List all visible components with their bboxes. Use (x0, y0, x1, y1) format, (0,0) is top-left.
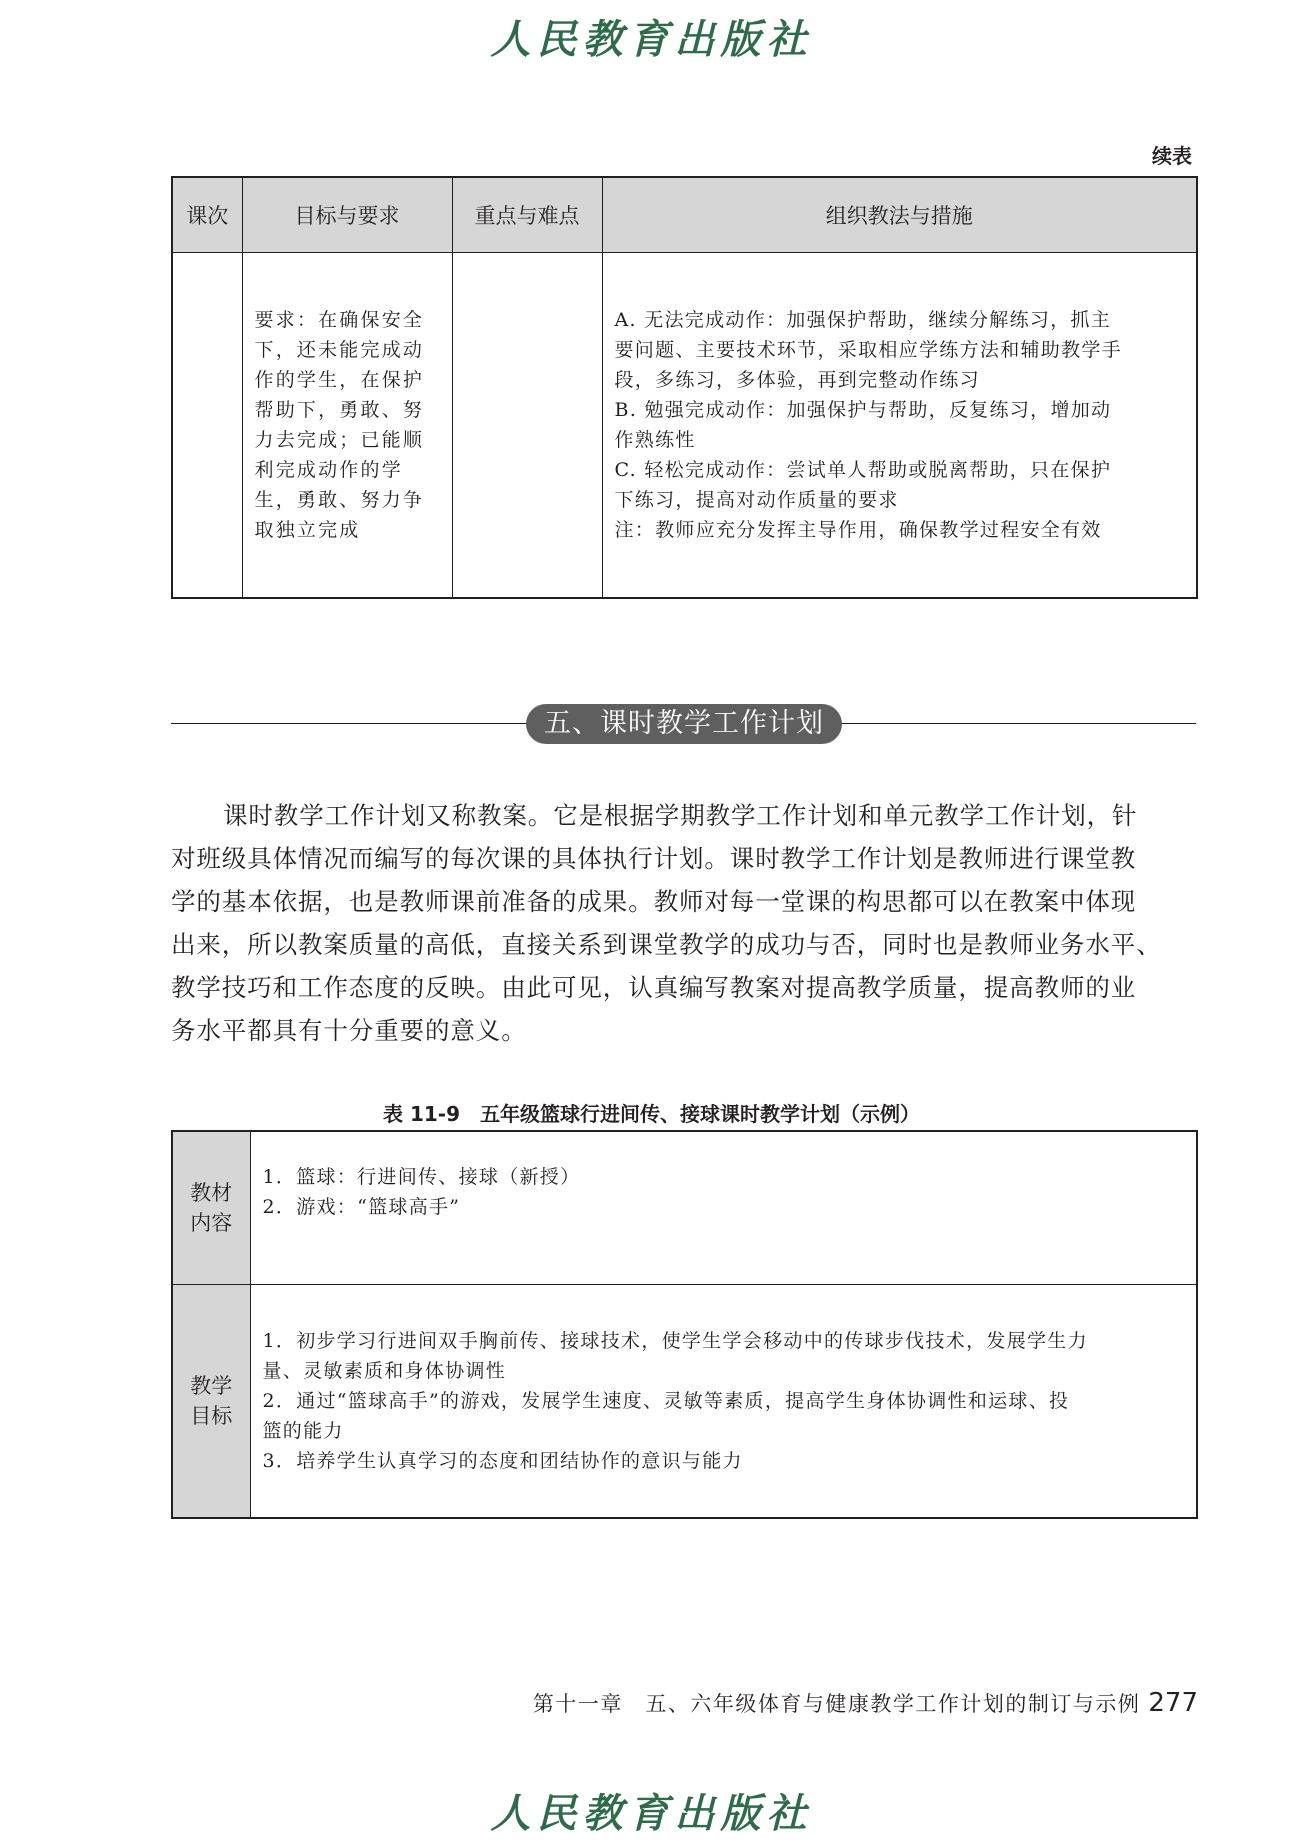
row-label-material (172, 1131, 250, 1285)
header-keypoints: 重点与难点 (452, 177, 602, 253)
cell-goals (242, 253, 452, 599)
table-caption: 表 11-9 五年级篮球行进间传、接球课时教学计划（示例） (382, 1102, 920, 1126)
header-methods: 组织教法与措施 (602, 177, 1197, 253)
table-header-row (172, 177, 1197, 253)
continued-label: 续表 (1152, 144, 1192, 168)
goal-line: 要求：在确保安全 (254, 309, 425, 331)
goal-line: 力去完成；已能顺 (254, 429, 425, 451)
value-line: 1．篮球：行进间传、接球（新授） (262, 1166, 581, 1188)
method-line: 下练习，提高对动作质量的要求 (614, 489, 899, 511)
page-number: 277 (1148, 1688, 1198, 1718)
section-title: 五、课时教学工作计划 (526, 704, 842, 744)
row-label-objectives (172, 1285, 250, 1519)
paragraph-line: 出来，所以教案质量的高低，直接关系到课堂教学的成功与否，同时也是教师业务水平、 (171, 930, 1162, 959)
goal-line: 取独立完成 (254, 519, 361, 541)
method-line: 作熟练性 (614, 429, 696, 451)
method-line: 注：教师应充分发挥主导作用，确保教学过程安全有效 (614, 519, 1102, 541)
cell-lesson (172, 253, 242, 599)
chapter-title: 第十一章 五、六年级体育与健康教学工作计划的制订与示例 (532, 1692, 1141, 1716)
value-line: 量、灵敏素质和身体协调性 (262, 1360, 507, 1382)
value-line: 2．通过“篮球高手”的游戏，发展学生速度、灵敏等素质，提高学生身体协调性和运球、投 (262, 1390, 1070, 1412)
goal-line: 利完成动作的学 (254, 459, 403, 481)
publisher-logo-top: 人民教育出版社 (490, 16, 813, 63)
table-row (172, 253, 1197, 599)
table-row (172, 1285, 1197, 1519)
cell-methods (602, 253, 1197, 599)
goal-line: 帮助下，勇敢、努 (254, 399, 425, 421)
paragraph-line: 学的基本依据，也是教师课前准备的成果。教师对每一堂课的构思都可以在教案中体现 (171, 887, 1137, 916)
paragraph-line: 对班级具体情况而编写的每次课的具体执行计划。课时教学工作计划是教师进行课堂教 (171, 844, 1137, 873)
header-lesson: 课次 (172, 177, 242, 253)
value-line: 2．游戏：“篮球高手” (262, 1196, 461, 1218)
publisher-logo-bottom: 人民教育出版社 (490, 1790, 813, 1837)
value-line: 1．初步学习行进间双手胸前传、接球技术，使学生学会移动中的传球步伐技术，发展学生力 (262, 1330, 1088, 1352)
method-line: A. 无法完成动作：加强保护帮助，继续分解练习，抓主 (614, 309, 1112, 331)
label-line: 教学 (190, 1374, 233, 1398)
method-line: C. 轻松完成动作：尝试单人帮助或脱离帮助，只在保护 (614, 459, 1112, 481)
method-line: B. 勉强完成动作：加强保护与帮助，反复练习，增加动 (614, 399, 1112, 421)
header-goals: 目标与要求 (242, 177, 452, 253)
page-footer (533, 1688, 1198, 1718)
lesson-plan-table (171, 1130, 1198, 1519)
body-paragraph (171, 794, 1201, 1052)
value-line: 3．培养学生认真学习的态度和团结协作的意识与能力 (262, 1450, 743, 1472)
row-value-objectives (250, 1285, 1197, 1519)
label-line: 目标 (190, 1404, 233, 1428)
label-line: 内容 (190, 1211, 233, 1235)
value-line: 篮的能力 (262, 1420, 344, 1442)
section-heading (171, 704, 1196, 744)
goal-line: 作的学生，在保护 (254, 369, 425, 391)
method-line: 要问题、主要技术环节，采取相应学练方法和辅助教学手 (614, 339, 1123, 361)
goal-line: 下，还未能完成动 (254, 339, 425, 361)
row-value-material (250, 1131, 1197, 1285)
label-line: 教材 (190, 1181, 233, 1205)
paragraph-line: 课时教学工作计划又称教案。它是根据学期教学工作计划和单元教学工作计划，针 (223, 801, 1138, 830)
goal-line: 生，勇敢、努力争 (254, 489, 425, 511)
table-row (172, 1131, 1197, 1285)
paragraph-line: 务水平都具有十分重要的意义。 (171, 1016, 527, 1045)
method-line: 段，多练习，多体验，再到完整动作练习 (614, 369, 980, 391)
continued-table (171, 176, 1198, 599)
cell-keypoints (452, 253, 602, 599)
paragraph-line: 教学技巧和工作态度的反映。由此可见，认真编写教案对提高教学质量，提高教师的业 (171, 973, 1137, 1002)
